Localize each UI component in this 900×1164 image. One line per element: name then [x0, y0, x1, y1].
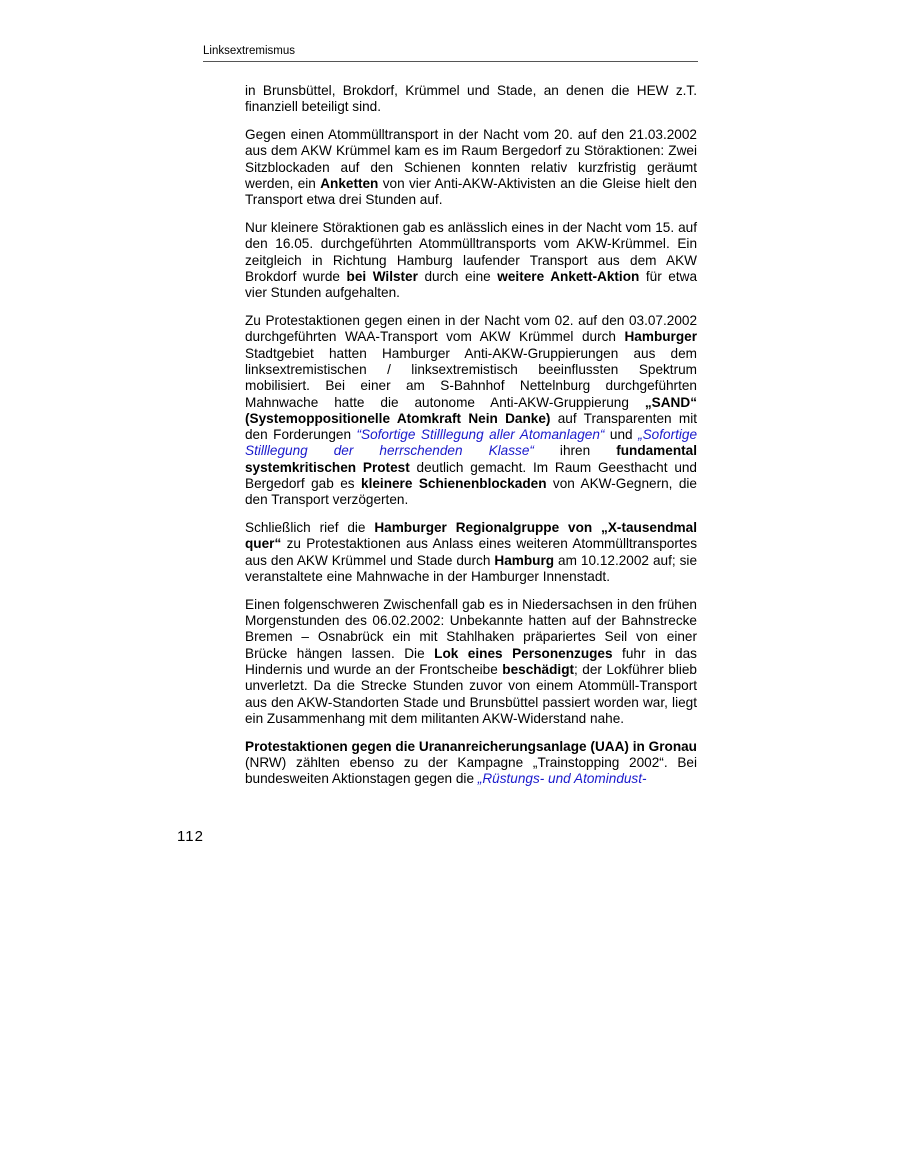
quote-demand-2: „Sofortige Stilllegung der herrschenden Klasse“ — [245, 427, 698, 459]
paragraph-2: Gegen einen Atommülltransport in der Nacht vom 20. auf den 21.03.2002 aus dem AKW Krümmel kam es im Raum Bergedorf zu Störaktionen: Zwei Sitzblockaden auf den Schienen konnten relativ kurzfristig geräumt werden, ein Anketten von vier Anti-AKW-Aktivisten an die Gleise hielt den Transport etwa drei Stunden auf. — [245, 127, 697, 208]
paragraph-1: in Brunsbüttel, Brokdorf, Krümmel und Stade, an denen die HEW z.T. finanziell beteiligt sind. — [245, 83, 697, 115]
quote-demand-1: “Sofortige Stilllegung aller Atomanlagen“ — [356, 427, 605, 443]
page-number: 112 — [177, 828, 204, 845]
paragraph-4: Zu Protestaktionen gegen einen in der Nacht vom 02. auf den 03.07.2002 durchgeführten WAA-Transport vom AKW Krümmel durch Hamburger Stadtgebiet hatten Hamburger Anti-AKW-Gruppierungen aus dem linksextremistischen / linksextremistisch beeinflussten Spektrum mobilisiert. Bei einer am S-Bahnhof Nettelnburg durchgeführten Mahnwache hatte die autonome Anti-AKW-Gruppierung „SAND“ (Systemoppositionelle Atomkraft Nein Danke) auf Transparenten mit den Forderungen “Sofortige Stilllegung aller Atomanlagen“ und „Sofortige Stilllegung der herrschenden Klasse“ ihren fundamental systemkritischen Protest deutlich gemacht. Im Raum Geesthacht und Bergedorf gab es kleinere Schienenblockaden von AKW-Gegnern, die den Transport verzögerten. — [245, 313, 698, 508]
paragraph-6: Einen folgenschweren Zwischenfall gab es in Niedersachsen in den frühen Morgenstunden des 06.02.2002: Unbekannte hatten auf der Bahnstrecke Bremen – Osnabrück ein mit Stahlhaken präpariertes Seil von einer Brücke hängen lassen. Die Lok eines Personenzuges fuhr in das Hindernis und wurde an der Frontscheibe beschädigt; der Lokführer blieb unverletzt. Da die Strecke Stunden zuvor von einem Atommüll-Transport aus den AKW-Standorten Stade und Brunsbüttel passiert worden war, liegt ein Zusammenhang mit dem militanten AKW-Widerstand nahe. — [245, 596, 697, 726]
body-text — [245, 83, 697, 799]
paragraph-3: Nur kleinere Störaktionen gab es anlässlich eines in der Nacht vom 15. auf den 16.05. durchgeführten Atommülltransports vom AKW-Krümmel. Ein zeitgleich in Richtung Hamburg laufender Transport aus dem AKW Brokdorf wurde bei Wilster durch eine weitere Ankett-Aktion für etwa vier Stunden aufgehalten. — [245, 220, 697, 301]
running-title: Linksextremismus — [203, 45, 296, 57]
paragraph-7: Protestaktionen gegen die Urananreicherungsanlage (UAA) in Gronau (NRW) zählten ebenso zu der Kampagne „Trainstopping 2002“. Bei bundesweiten Aktionstagen gegen die „Rüstungs- und Atomindust- — [245, 738, 697, 787]
quote-industry: „Rüstungs- und Atomindust- — [477, 771, 647, 787]
running-header — [203, 41, 698, 62]
paragraph-5: Schließlich rief die Hamburger Regionalgruppe von „X-tausendmal quer“ zu Protestaktionen aus Anlass eines weiteren Atommülltransportes aus den AKW Krümmel und Stade durch Hamburg am 10.12.2002 auf; sie veranstaltete eine Mahnwache in der Hamburger Innenstadt. — [245, 520, 697, 585]
